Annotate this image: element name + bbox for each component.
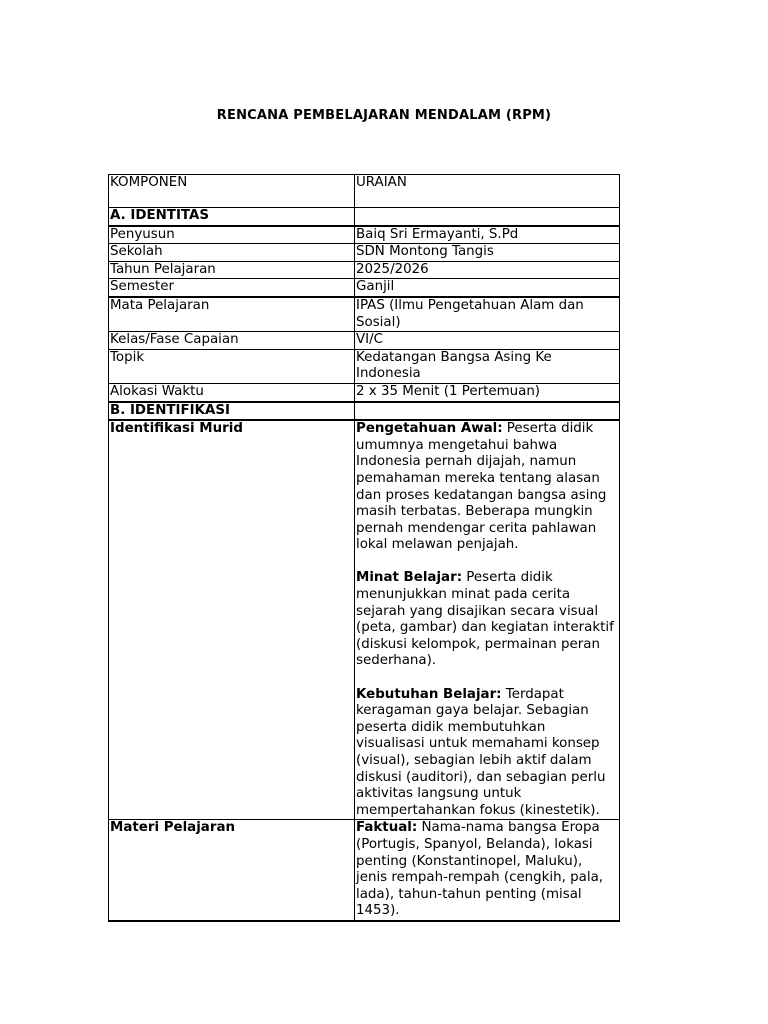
pengetahuan-awal-paragraph	[356, 421, 617, 554]
table-row	[109, 226, 620, 244]
section-b-title: B. IDENTIFIKASI	[109, 402, 355, 421]
row-value-sekolah: SDN Montong Tangis	[355, 244, 620, 262]
row-label-semester: Semester	[109, 279, 355, 297]
table-row	[109, 297, 620, 332]
row-value-kelas-fase: VI/C	[355, 332, 620, 350]
table-row	[109, 244, 620, 262]
paragraph-gap	[356, 670, 617, 687]
section-a-row	[109, 208, 620, 226]
row-label-sekolah: Sekolah	[109, 244, 355, 262]
row-label-alokasi-waktu: Alokasi Waktu	[109, 383, 355, 401]
table-row	[109, 349, 620, 383]
kebutuhan-belajar-text: Terdapat keragaman gaya belajar. Sebagian peserta didik membutuhkan visualisasi untuk memahami konsep (visual), sebagian lebih aktif dalam diskusi (auditori), dan sebagian perlu aktivitas langsung untuk mempertahankan fokus (kinestetik).	[356, 686, 606, 818]
materi-pelajaran-content	[355, 820, 620, 921]
identifikasi-murid-content	[355, 420, 620, 820]
section-a-title: A. IDENTITAS	[109, 208, 355, 226]
table-header-row	[109, 175, 620, 208]
faktual-text: Nama-nama bangsa Eropa (Portugis, Spanyol, Belanda), lokasi penting (Konstantinopel, Maluku), jenis rempah-rempah (cengkih, pala, lada), tahun-tahun penting (misal 1453).	[356, 820, 604, 919]
minat-belajar-paragraph	[356, 570, 617, 670]
row-label-topik: Topik	[109, 349, 355, 383]
header-komponen: KOMPONEN	[109, 175, 355, 208]
faktual-heading: Faktual:	[356, 820, 418, 836]
row-label-penyusun: Penyusun	[109, 226, 355, 244]
table-row	[109, 279, 620, 297]
kebutuhan-belajar-paragraph	[356, 687, 617, 820]
faktual-paragraph	[356, 820, 617, 920]
table-row	[109, 420, 620, 820]
minat-belajar-text: Peserta didik menunjukkan minat pada cerita sejarah yang disajikan secara visual (peta, gambar) dan kegiatan interaktif (diskusi kelompok, permainan peran sederhana).	[356, 570, 614, 669]
paragraph-gap	[356, 554, 617, 571]
section-b-row	[109, 402, 620, 421]
header-uraian: URAIAN	[355, 175, 620, 208]
rpm-table	[108, 174, 620, 922]
row-label-tahun-pelajaran: Tahun Pelajaran	[109, 261, 355, 279]
page-title: RENCANA PEMBELAJARAN MENDALAM (RPM)	[216, 108, 552, 123]
identifikasi-murid-label: Identifikasi Murid	[109, 420, 355, 820]
row-value-mata-pelajaran: IPAS (Ilmu Pengetahuan Alam dan Sosial)	[355, 297, 620, 332]
pengetahuan-awal-heading: Pengetahuan Awal:	[356, 421, 503, 437]
row-label-mata-pelajaran: Mata Pelajaran	[109, 297, 355, 332]
row-value-topik: Kedatangan Bangsa Asing Ke Indonesia	[355, 349, 620, 383]
table-row	[109, 383, 620, 401]
row-value-tahun-pelajaran: 2025/2026	[355, 261, 620, 279]
materi-pelajaran-label: Materi Pelajaran	[109, 820, 355, 921]
table-row	[109, 261, 620, 279]
row-value-semester: Ganjil	[355, 279, 620, 297]
row-label-kelas-fase: Kelas/Fase Capaian	[109, 332, 355, 350]
section-a-empty	[355, 208, 620, 226]
table-row	[109, 332, 620, 350]
row-value-penyusun: Baiq Sri Ermayanti, S.Pd	[355, 226, 620, 244]
section-b-empty	[355, 402, 620, 421]
table-row	[109, 820, 620, 921]
row-value-alokasi-waktu: 2 x 35 Menit (1 Pertemuan)	[355, 383, 620, 401]
minat-belajar-heading: Minat Belajar:	[356, 570, 463, 586]
pengetahuan-awal-text: Peserta didik umumnya mengetahui bahwa Indonesia pernah dijajah, namun pemahaman mereka tentang alasan dan proses kedatangan bangsa asing masih terbatas. Beberapa mungkin pernah mendengar cerita pahlawan lokal melawan penjajah.	[356, 421, 607, 553]
kebutuhan-belajar-heading: Kebutuhan Belajar:	[356, 686, 502, 702]
